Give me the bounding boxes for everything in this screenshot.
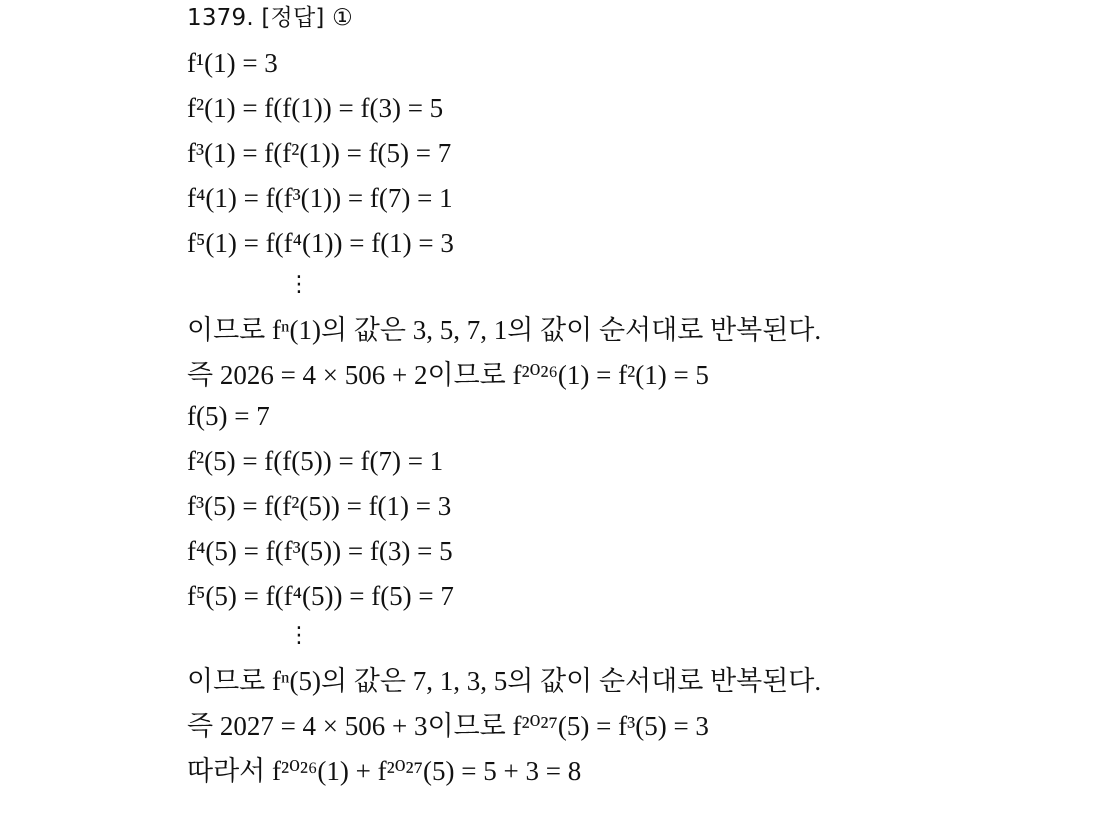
math-line: f³(5) = f(f²(5)) = f(1) = 3: [187, 491, 452, 521]
math-line: f¹(1) = 3: [187, 48, 278, 78]
problem-header: [187, 7, 353, 30]
math-line: f⁴(1) = f(f³(1)) = f(7) = 1: [187, 183, 453, 213]
math-line: f⁴(5) = f(f³(5)) = f(3) = 5: [187, 536, 453, 566]
text-line: 이므로 fⁿ(1)의 값은 3, 5, 7, 1의 값이 순서대로 반복된다.: [187, 315, 822, 345]
text-line: 즉 2027 = 4 × 506 + 3이므로 f²⁰²⁷(5) = f³(5) = 3: [187, 711, 709, 741]
math-line: f⁵(5) = f(f⁴(5)) = f(5) = 7: [187, 581, 454, 611]
problem-number: 1379.: [187, 5, 254, 31]
answer-mark: ①: [332, 5, 353, 31]
vertical-ellipsis: ⋮: [288, 272, 310, 297]
math-line: f²(1) = f(f(1)) = f(3) = 5: [187, 93, 444, 123]
text-line: 이므로 fⁿ(5)의 값은 7, 1, 3, 5의 값이 순서대로 반복된다.: [187, 666, 822, 696]
math-line: f(5) = 7: [187, 401, 270, 431]
math-line: f⁵(1) = f(f⁴(1)) = f(1) = 3: [187, 228, 454, 258]
vertical-ellipsis: ⋮: [288, 623, 310, 648]
answer-label: [정답]: [261, 5, 325, 31]
conclusion-line: 따라서 f²⁰²⁶(1) + f²⁰²⁷(5) = 5 + 3 = 8: [187, 756, 582, 786]
math-line: f³(1) = f(f²(1)) = f(5) = 7: [187, 138, 452, 168]
math-line: f²(5) = f(f(5)) = f(7) = 1: [187, 446, 444, 476]
text-line: 즉 2026 = 4 × 506 + 2이므로 f²⁰²⁶(1) = f²(1) = 5: [187, 360, 709, 390]
